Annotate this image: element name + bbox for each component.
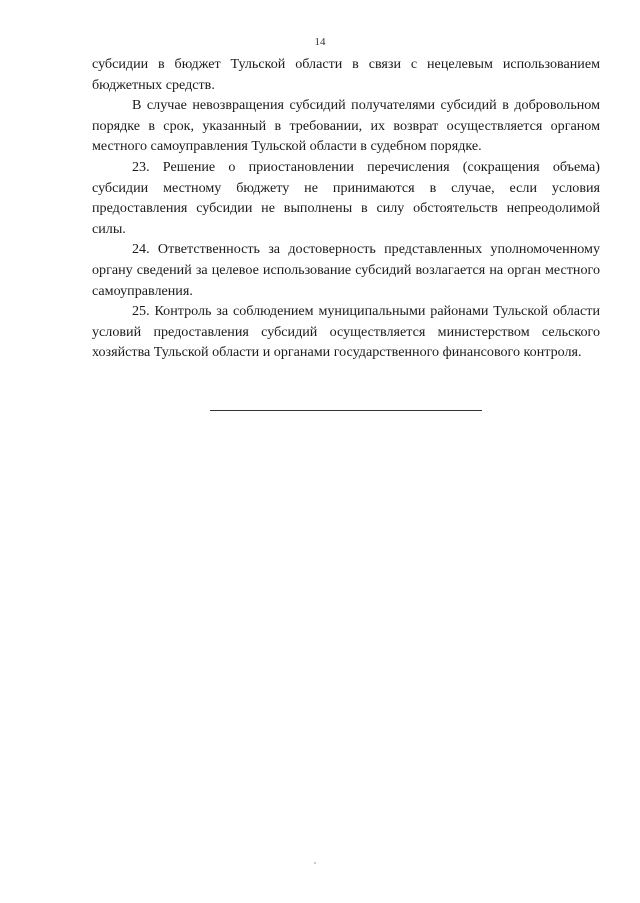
document-body — [92, 54, 600, 363]
scan-speck — [314, 862, 316, 864]
paragraph-item-24: 24. Ответственность за достоверность представленных уполномоченному органу сведений за целевое использование субсидий возлагается на орган местного самоуправления. — [92, 241, 600, 299]
paragraph-continuation: субсидии в бюджет Тульской области в связи с нецелевым использованием бюджетных средств. — [92, 56, 600, 93]
page-number: 14 — [314, 36, 326, 48]
end-separator-line — [210, 410, 482, 411]
paragraph-no-refund: В случае невозвращения субсидий получателями субсидий в добровольном порядке в срок, указанный в требовании, их возврат осуществляется органом местного самоуправления Тульской области в судебном порядке. — [92, 97, 600, 155]
paragraph-item-23: 23. Решение о приостановлении перечисления (сокращения объема) субсидии местному бюджету не принимаются в случае, если условия предоставления субсидии не выполнены в силу обстоятельств непреодолимой силы. — [92, 158, 600, 237]
paragraph-item-25: 25. Контроль за соблюдением муниципальными районами Тульской области условий предоставления субсидий осуществляется министерством сельского хозяйства Тульской области и органами государственного финансового контроля. — [92, 303, 600, 361]
